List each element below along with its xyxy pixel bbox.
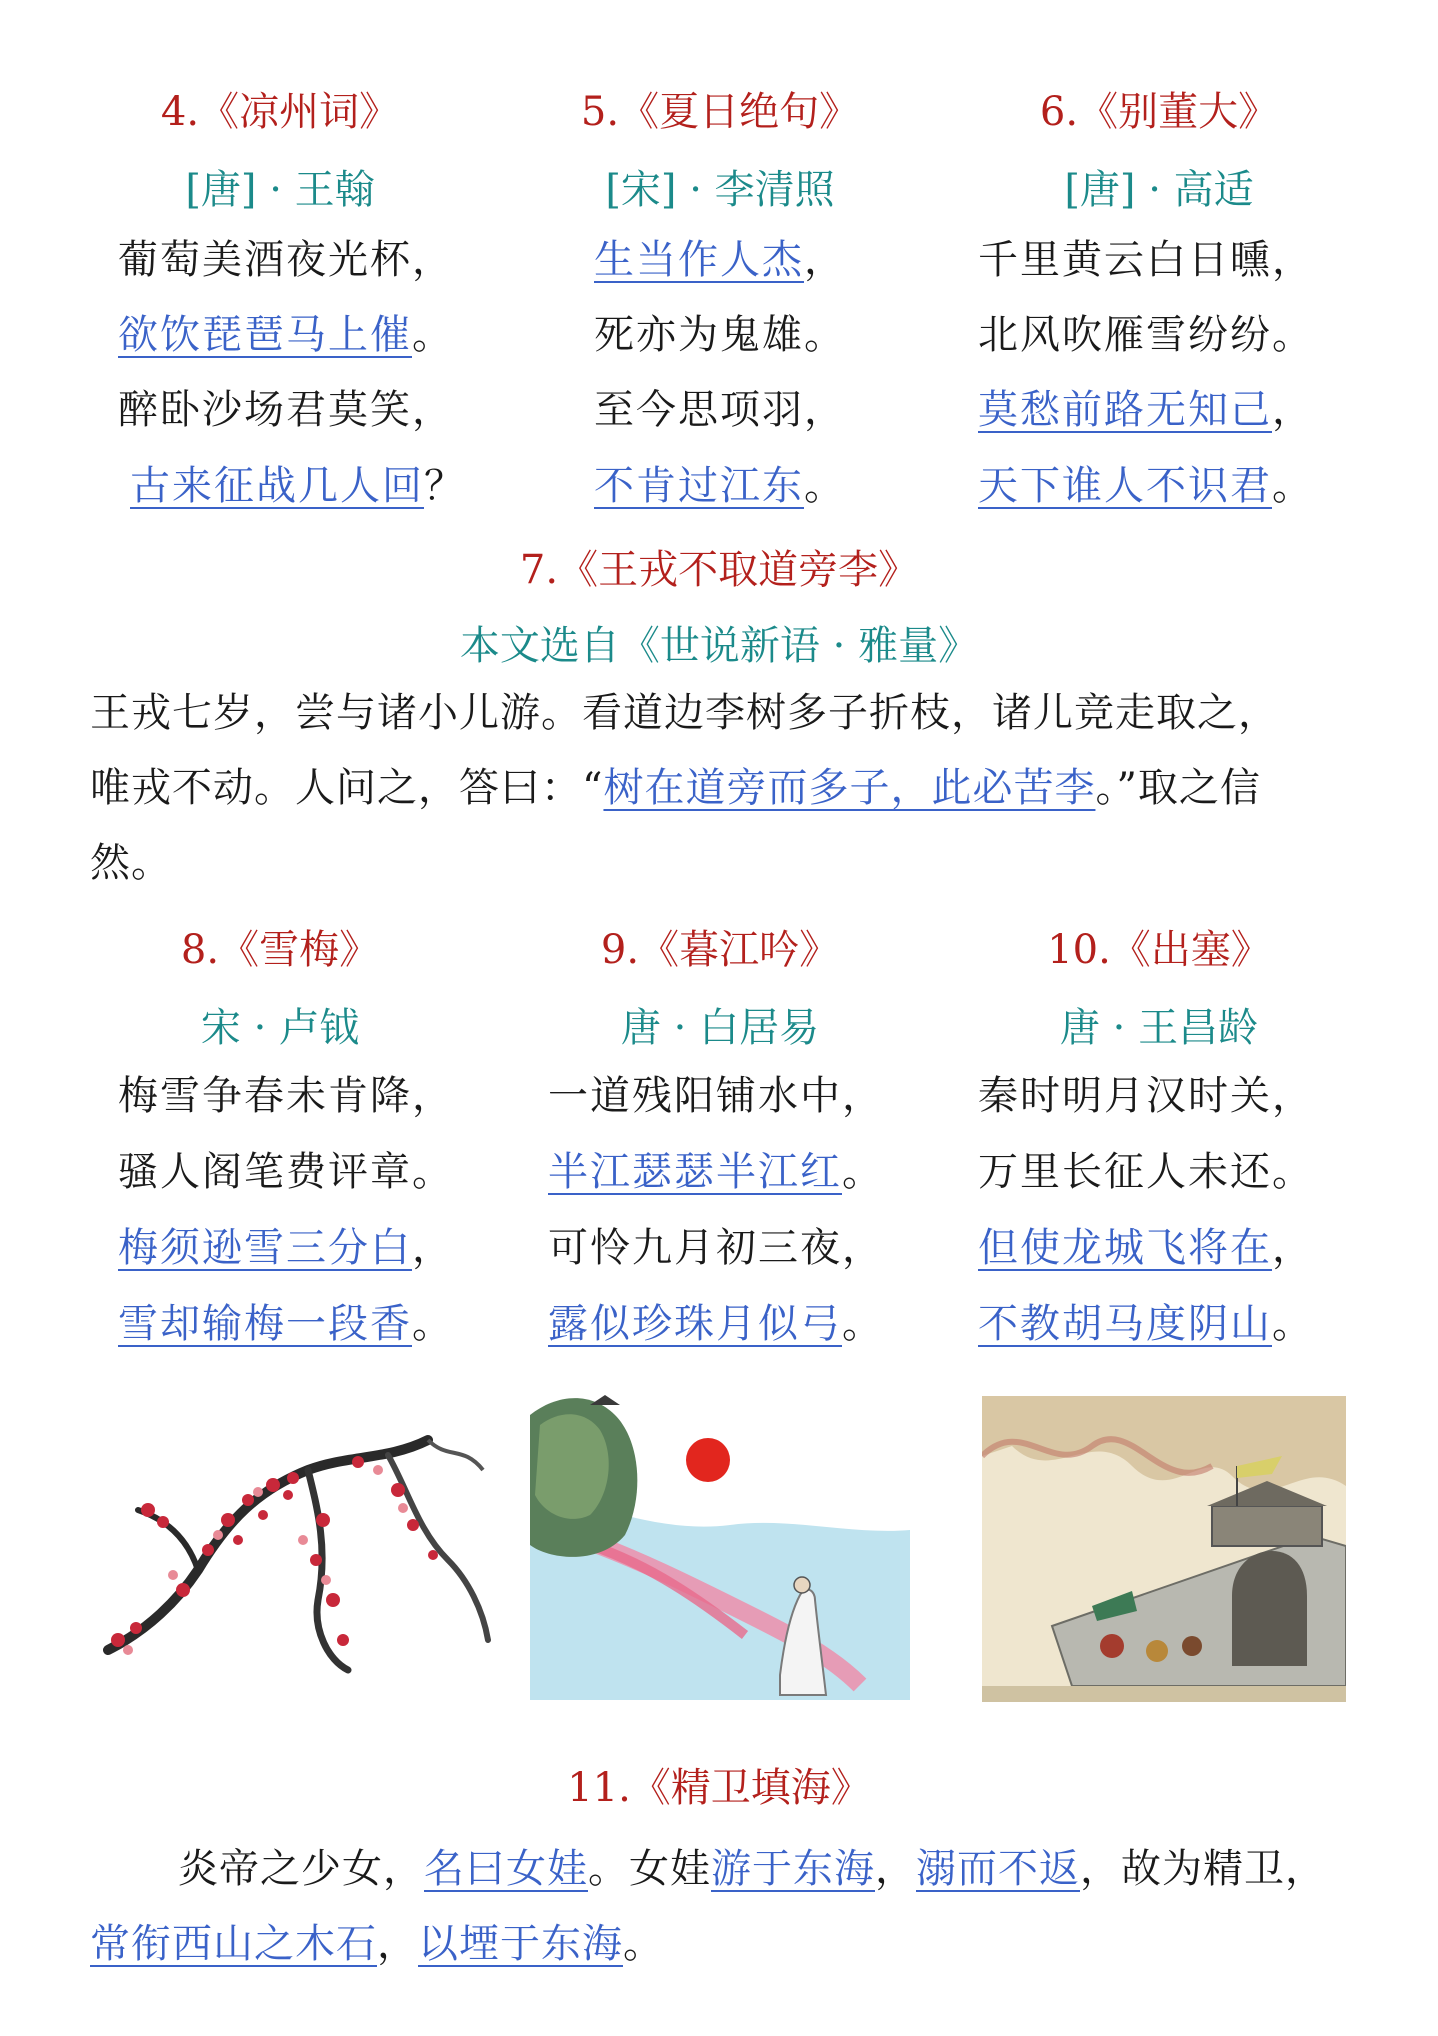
prose-line: 炎帝之少女，名曰女娃。女娃游于东海，溺而不返，故为精卫， xyxy=(178,1846,1326,1892)
poem-title: 10.《出塞》 xyxy=(1047,927,1271,973)
poem-line: 可怜九月初三夜， xyxy=(548,1225,884,1271)
answer-blank: 雪却输梅一段香 xyxy=(118,1301,412,1347)
answer-blank: 游于东海 xyxy=(711,1846,875,1892)
answer-blank: 古来征战几人回 xyxy=(130,463,424,509)
prose-line: 然。 xyxy=(90,840,172,886)
poem-author: 唐 · 王昌龄 xyxy=(1059,1005,1259,1051)
poem-author: [唐] · 王翰 xyxy=(185,167,375,213)
poem-line: 古来征战几人回？ xyxy=(130,463,466,509)
poem-line: 万里长征人未还。 xyxy=(978,1149,1314,1195)
poem-line: 不肯过江东。 xyxy=(594,463,846,509)
river-sunset-painting xyxy=(530,1385,910,1700)
answer-blank: 半江瑟瑟半江红 xyxy=(548,1149,842,1195)
poem-line: 但使龙城飞将在， xyxy=(978,1225,1314,1271)
poem-line: 醉卧沙场君莫笑， xyxy=(118,387,454,433)
poem-title: 8.《雪梅》 xyxy=(180,927,380,973)
poem-line: 千里黄云白日曛， xyxy=(978,237,1314,283)
poem-title: 9.《暮江吟》 xyxy=(600,927,840,973)
answer-blank: 莫愁前路无知己 xyxy=(978,387,1272,433)
prose-line: 唯戎不动。人问之，答曰：“树在道旁而多子，此必苦李。”取之信 xyxy=(90,765,1261,811)
poem-line: 欲饮琵琶马上催。 xyxy=(118,312,454,358)
plum-blossom-painting xyxy=(88,1400,508,1690)
poem-author: [宋] · 李清照 xyxy=(605,167,835,213)
poem-line: 至今思项羽， xyxy=(594,387,846,433)
answer-blank: 梅须逊雪三分白 xyxy=(118,1225,412,1271)
answer-blank: 不肯过江东 xyxy=(594,463,804,509)
poem-title: 5.《夏日绝句》 xyxy=(580,89,860,135)
poem-line: 秦时明月汉时关， xyxy=(978,1073,1314,1119)
poem-author: 宋 · 卢钺 xyxy=(200,1005,360,1051)
river-sunset-image xyxy=(530,1385,910,1700)
poem-line: 北风吹雁雪纷纷。 xyxy=(978,312,1314,358)
answer-blank: 溺而不返 xyxy=(916,1846,1080,1892)
poem-line: 雪却输梅一段香。 xyxy=(118,1301,454,1347)
poem-line: 半江瑟瑟半江红。 xyxy=(548,1149,884,1195)
answer-blank: 但使龙城飞将在 xyxy=(978,1225,1272,1271)
piece-title: 11.《精卫填海》 xyxy=(567,1765,871,1811)
piece-source: 本文选自《世说新语 · 雅量》 xyxy=(459,623,979,669)
poem-line: 露似珍珠月似弓。 xyxy=(548,1301,884,1347)
poem-line: 梅雪争春未肯降， xyxy=(118,1073,454,1119)
poem-line: 葡萄美酒夜光杯， xyxy=(118,237,454,283)
poem-line: 骚人阁笔费评章。 xyxy=(118,1149,454,1195)
poem-line: 生当作人杰， xyxy=(594,237,846,283)
piece-title: 7.《王戎不取道旁李》 xyxy=(519,547,919,593)
answer-blank: 树在道旁而多子，此必苦李 xyxy=(603,765,1096,811)
poem-line: 一道残阳铺水中， xyxy=(548,1073,884,1119)
poem-line: 莫愁前路无知己， xyxy=(978,387,1314,433)
answer-blank: 以堙于东海 xyxy=(418,1921,623,1967)
poem-line: 不教胡马度阴山。 xyxy=(978,1301,1314,1347)
answer-blank: 不教胡马度阴山 xyxy=(978,1301,1272,1347)
poem-line: 死亦为鬼雄。 xyxy=(594,312,846,358)
poem-author: [唐] · 高适 xyxy=(1064,167,1254,213)
answer-blank: 天下谁人不识君 xyxy=(978,463,1272,509)
answer-blank: 露似珍珠月似弓 xyxy=(548,1301,842,1347)
answer-blank: 欲饮琵琶马上催 xyxy=(118,312,412,358)
poem-title: 6.《别董大》 xyxy=(1039,89,1279,135)
frontier-fortress-image xyxy=(982,1396,1346,1702)
answer-blank: 名曰女娃 xyxy=(424,1846,588,1892)
answer-blank: 常衔西山之木石 xyxy=(90,1921,377,1967)
poem-author: 唐 · 白居易 xyxy=(620,1005,820,1051)
poem-title: 4.《凉州词》 xyxy=(160,89,400,135)
plum-blossom-image xyxy=(88,1400,508,1690)
answer-blank: 生当作人杰 xyxy=(594,237,804,283)
prose-line: 常衔西山之木石，以堙于东海。 xyxy=(90,1921,664,1967)
prose-line: 王戎七岁，尝与诸小儿游。看道边李树多子折枝，诸儿竞走取之， xyxy=(90,690,1279,736)
poem-line: 梅须逊雪三分白， xyxy=(118,1225,454,1271)
frontier-fortress-painting xyxy=(982,1396,1346,1702)
poem-line: 天下谁人不识君。 xyxy=(978,463,1314,509)
